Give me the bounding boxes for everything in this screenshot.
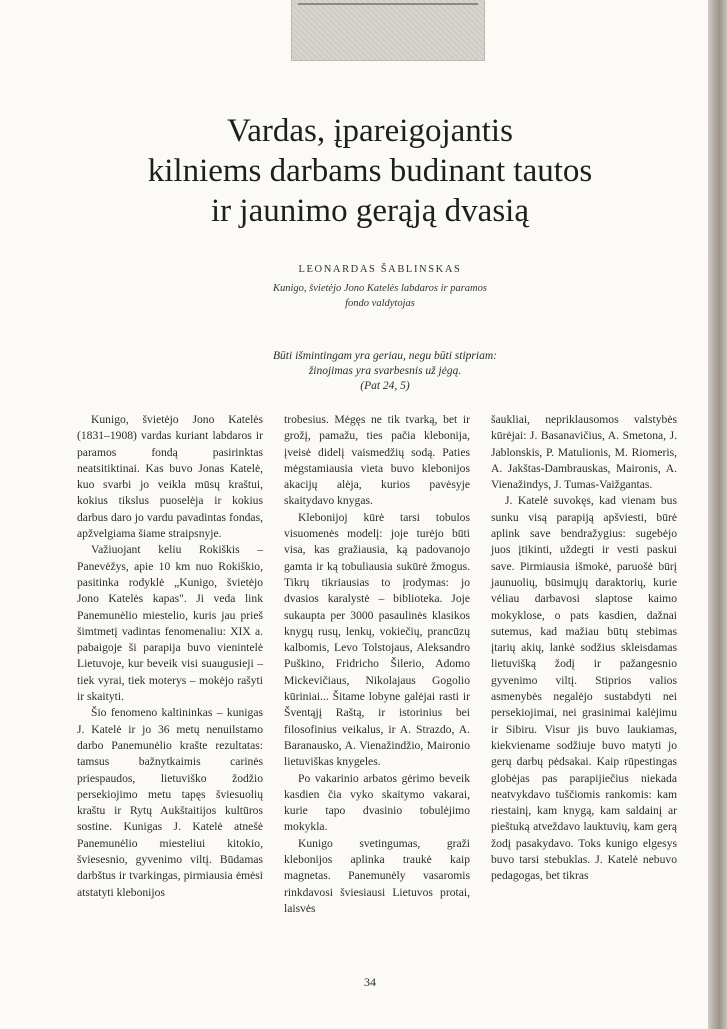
- title-line: Vardas, įpareigojantis: [227, 113, 513, 149]
- text-column-2: [284, 412, 470, 917]
- author-role: Kunigo, švietėjo Jono Katelės labdaros ir paramos fondo valdytojas: [273, 283, 487, 309]
- paragraph: J. Katelė suvokęs, kad vienam bus sunku visą parapiją apšviesti, būrė aplink save bendražygius: sugebėjo juos įtikinti, uždegti ir vesti paskui save. Pirmiausia išmokė, paruošė būrį jaunuolių, būsimųjų daraktorių, kurie vėliau darbavosi slaptose kaimo mokyklose, o pats kasdien, dažnai sutemus, kad mažiau būtų stebimas įtarių akių, lankė sodžius skleisdamas lietuvišką žodį ir pažangesnio gyvenimo viltį. Stiprios valios asmenybės negalėjo sustabdyti nei persekiojimai, nei grasinimai kalėjimu ir Sibiru. Visur jis buvo laukiamas, kiekviename sodžiuje buvo matyti jo gerų darbų pėdsakai. Kaip rūpestingas globėjas pas parapijiečius niekada neatvykdavo tuščiomis rankomis: kam riestainį, kam knygą, kam saldainį ar pieštuką atveždavo lauktuvių, kam gerą žodį pasakydavo. Toks kunigo elgesys buvo tarsi stebuklas. J. Katelė nebuvo pedagogas, bet tikras: [491, 494, 677, 883]
- epigraph: [240, 349, 530, 394]
- paragraph: šaukliai, nepriklausomos valstybės kūrėjai: J. Basanavičius, A. Smetona, J. Jablonskis, P. Matulionis, M. Riomeris, A. Jakštas-Dambrauskas, Maironis, A. Vienažindys, J. Tumas-Vaižgantas.: [491, 413, 677, 492]
- paragraph: Po vakarinio arbatos gėrimo beveik kasdien čia vyko skaitymo vakarai, kurie tapo dvasinio tobulėjimo mokykla.: [284, 771, 470, 834]
- paragraph: Kunigo, švietėjo Jono Katelės (1831–1908) vardas kuriant labdaros ir paramos fondą pasirinktas neatsitiktinai. Kas buvo Jonas Katelė, kuo svarbi jo veikla mūsų kraštui, kokius tikslus puoselėja ir kokius darbus daro jo vardu pavadintas fondas, apžvelgiama šiame straipsnyje.: [77, 413, 263, 541]
- text-column-3: [491, 412, 677, 885]
- paragraph: Klebonijoj kūrė tarsi tobulos visuomenės modelį: joje turėjo būti visa, kas gražiausia, ką padovanojo gamta ir ką tobuliausia sukūrė žmogus. Tikrų tikriausias to įrodymas: jo dvasios karalystė – biblioteka. Joje sukaupta per 3000 pasaulinės klasikos knygų rusų, lenkų, vokiečių, prancūzų kalbomis, Levo Tolstojaus, Aleksandro Puškino, Fridricho Šilerio, Adomo Mickevičiaus, Nikolajaus Gogolio kūriniai... Šitame lobyne galėjai rasti ir Šventąjį Raštą, ir istorinius bei filosofinius veikalus, ir A. Strazdo, A. Baranausko, A. Vienažindžio, Maironio lietuviškas knygeles.: [284, 510, 470, 769]
- title-line: kilniems darbams budinant tautos: [147, 153, 593, 189]
- epigraph-line: Būti išmintingam yra geriau, negu būti stipriam:: [273, 350, 497, 362]
- paragraph: trobesius. Mėgęs ne tik tvarką, bet ir grožį, pamažu, ties pačia klebonija, įveisė didelį vaismedžių sodą. Paties mėgstamiausia vieta buvo klebonijos akacijų alėja, kurios pavėsyje skaitydavo knygas.: [284, 413, 470, 508]
- page-number: 34: [364, 975, 376, 989]
- epigraph-line: žinojimas yra svarbesnis už jėgą.: [308, 365, 462, 377]
- author-name: LEONARDAS ŠABLINSKAS: [298, 264, 462, 275]
- tab-rule: [298, 3, 478, 5]
- title-line: ir jaunimo gerąją dvasią: [211, 193, 529, 229]
- paragraph: Kunigo svetingumas, graži klebonijos aplinka traukė kaip magnetas. Panemunėly vasaromis rinkdavosi šviesiausi Lietuvos protai, laisvės: [284, 836, 470, 915]
- article-title: [60, 111, 680, 231]
- paragraph: Šio fenomeno kaltininkas – kunigas J. Katelė ir jo 36 metų nenuilstamo darbo Panemunėlio krašte rezultatas: tamsus bažnytkaimis carinės priespaudos, lietuviško žodžio persekiojimo metu tapęs šviesuolių kraštu ir Rytų Aukštaitijos kultūros sostine. Kunigas J. Katelė atnešė Panemunėlio miesteliui kitokio, šviesesnio, gyvenimo viltį. Būdamas darbštus ir tvarkingas, pirmiausia ėmėsi atstatyti klebonijos: [77, 706, 263, 899]
- epigraph-citation: (Pat 24, 5): [360, 380, 410, 392]
- book-edge: [708, 0, 727, 1029]
- paragraph: Važiuojant keliu Rokiškis – Panevėžys, apie 10 km nuo Rokiškio, pasitinka rodyklė „Kunigo, švietėjo Jono Katelės kapas". Ji veda link Panemunėlio miestelio, kuris jau prieš šimtmetį vadintas fenomenaliu: XIX a. pabaigoje ši parapija buvo vienintelė Lietuvoje, kur beveik visi suaugusieji – tiek vyrai, tiek moterys – mokėjo rašyti ir skaityti.: [77, 543, 263, 704]
- top-margin-tab: [291, 0, 485, 61]
- text-column-1: [77, 412, 263, 901]
